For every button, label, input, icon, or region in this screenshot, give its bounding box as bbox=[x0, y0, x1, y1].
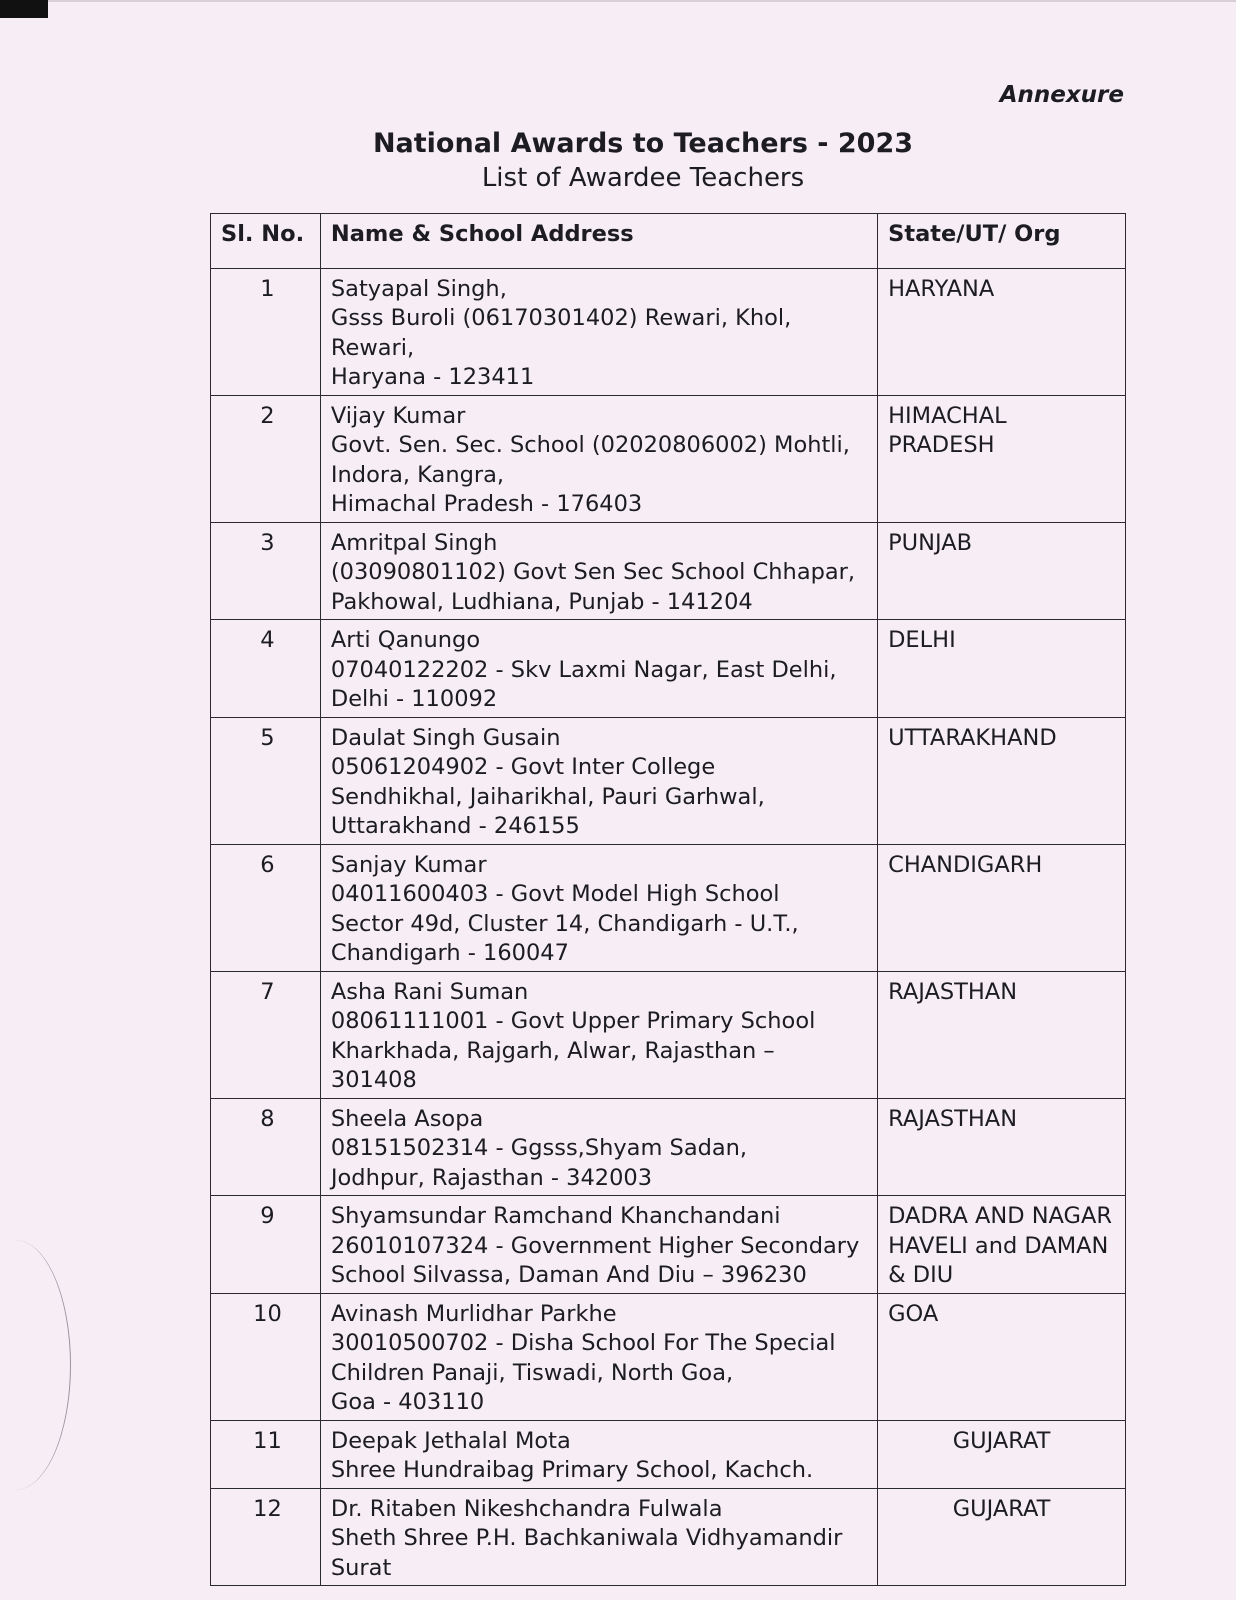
row-state: RAJASTHAN bbox=[878, 971, 1126, 1098]
row-serial-number: 6 bbox=[211, 844, 321, 971]
column-header-sl: Sl. No. bbox=[211, 214, 321, 269]
page-curve-mark bbox=[0, 1240, 71, 1490]
row-state: RAJASTHAN bbox=[878, 1098, 1126, 1196]
row-name-address: Arti Qanungo 07040122202 - Skv Laxmi Nagar, East Delhi, Delhi - 110092 bbox=[320, 620, 877, 718]
row-name-address: Shyamsundar Ramchand Khanchandani 26010107324 - Government Higher Secondary School Silvassa, Daman And Diu – 396230 bbox=[320, 1196, 877, 1294]
table-row bbox=[211, 268, 1126, 395]
table-row bbox=[211, 1098, 1126, 1196]
row-state: PUNJAB bbox=[878, 522, 1126, 620]
scan-edge bbox=[0, 0, 48, 18]
row-name-address: Avinash Murlidhar Parkhe 30010500702 - Disha School For The Special Children Panaji, Tiswadi, North Goa, Goa - 403110 bbox=[320, 1293, 877, 1420]
row-state: GOA bbox=[878, 1293, 1126, 1420]
awardee-table bbox=[210, 213, 1126, 1586]
row-state: GUJARAT bbox=[878, 1420, 1126, 1488]
row-serial-number: 9 bbox=[211, 1196, 321, 1294]
row-name-address: Sanjay Kumar 04011600403 - Govt Model High School Sector 49d, Cluster 14, Chandigarh - U.T., Chandigarh - 160047 bbox=[320, 844, 877, 971]
row-serial-number: 1 bbox=[211, 268, 321, 395]
row-state: UTTARAKHAND bbox=[878, 717, 1126, 844]
table-row bbox=[211, 1196, 1126, 1294]
row-name-address: Daulat Singh Gusain 05061204902 - Govt Inter College Sendhikhal, Jaiharikhal, Pauri Garhwal, Uttarakhand - 246155 bbox=[320, 717, 877, 844]
scan-line bbox=[48, 0, 1236, 2]
column-header-name-address: Name & School Address bbox=[320, 214, 877, 269]
row-name-address: Asha Rani Suman 08061111001 - Govt Upper Primary School Kharkhada, Rajgarh, Alwar, Rajasthan – 301408 bbox=[320, 971, 877, 1098]
row-state: HIMACHAL PRADESH bbox=[878, 395, 1126, 522]
row-name-address: Vijay Kumar Govt. Sen. Sec. School (02020806002) Mohtli, Indora, Kangra, Himachal Pradesh - 176403 bbox=[320, 395, 877, 522]
annexure-label: Annexure bbox=[999, 82, 1124, 108]
table-row bbox=[211, 1488, 1126, 1586]
row-serial-number: 8 bbox=[211, 1098, 321, 1196]
row-name-address: Sheela Asopa 08151502314 - Ggsss,Shyam Sadan, Jodhpur, Rajasthan - 342003 bbox=[320, 1098, 877, 1196]
column-header-state: State/UT/ Org bbox=[878, 214, 1126, 269]
row-serial-number: 3 bbox=[211, 522, 321, 620]
row-state: DADRA AND NAGAR HAVELI and DAMAN & DIU bbox=[878, 1196, 1126, 1294]
table-row bbox=[211, 522, 1126, 620]
row-state: GUJARAT bbox=[878, 1488, 1126, 1586]
row-name-address: Amritpal Singh (03090801102) Govt Sen Sec School Chhapar, Pakhowal, Ludhiana, Punjab - 141204 bbox=[320, 522, 877, 620]
row-serial-number: 11 bbox=[211, 1420, 321, 1488]
row-serial-number: 7 bbox=[211, 971, 321, 1098]
row-serial-number: 2 bbox=[211, 395, 321, 522]
table-row bbox=[211, 1420, 1126, 1488]
row-name-address: Satyapal Singh, Gsss Buroli (06170301402) Rewari, Khol, Rewari, Haryana - 123411 bbox=[320, 268, 877, 395]
row-state: HARYANA bbox=[878, 268, 1126, 395]
row-name-address: Dr. Ritaben Nikeshchandra Fulwala Sheth Shree P.H. Bachkaniwala Vidhyamandir Surat bbox=[320, 1488, 877, 1586]
table-row bbox=[211, 844, 1126, 971]
table-row bbox=[211, 395, 1126, 522]
table-row bbox=[211, 717, 1126, 844]
table-row bbox=[211, 971, 1126, 1098]
row-serial-number: 4 bbox=[211, 620, 321, 718]
row-serial-number: 10 bbox=[211, 1293, 321, 1420]
page-subtitle: List of Awardee Teachers bbox=[481, 163, 805, 193]
row-state: CHANDIGARH bbox=[878, 844, 1126, 971]
row-name-address: Deepak Jethalal Mota Shree Hundraibag Primary School, Kachch. bbox=[320, 1420, 877, 1488]
row-serial-number: 12 bbox=[211, 1488, 321, 1586]
table-row bbox=[211, 620, 1126, 718]
table-row bbox=[211, 1293, 1126, 1420]
table-header-row bbox=[211, 214, 1126, 269]
page-title: National Awards to Teachers - 2023 bbox=[372, 128, 914, 159]
row-serial-number: 5 bbox=[211, 717, 321, 844]
row-state: DELHI bbox=[878, 620, 1126, 718]
